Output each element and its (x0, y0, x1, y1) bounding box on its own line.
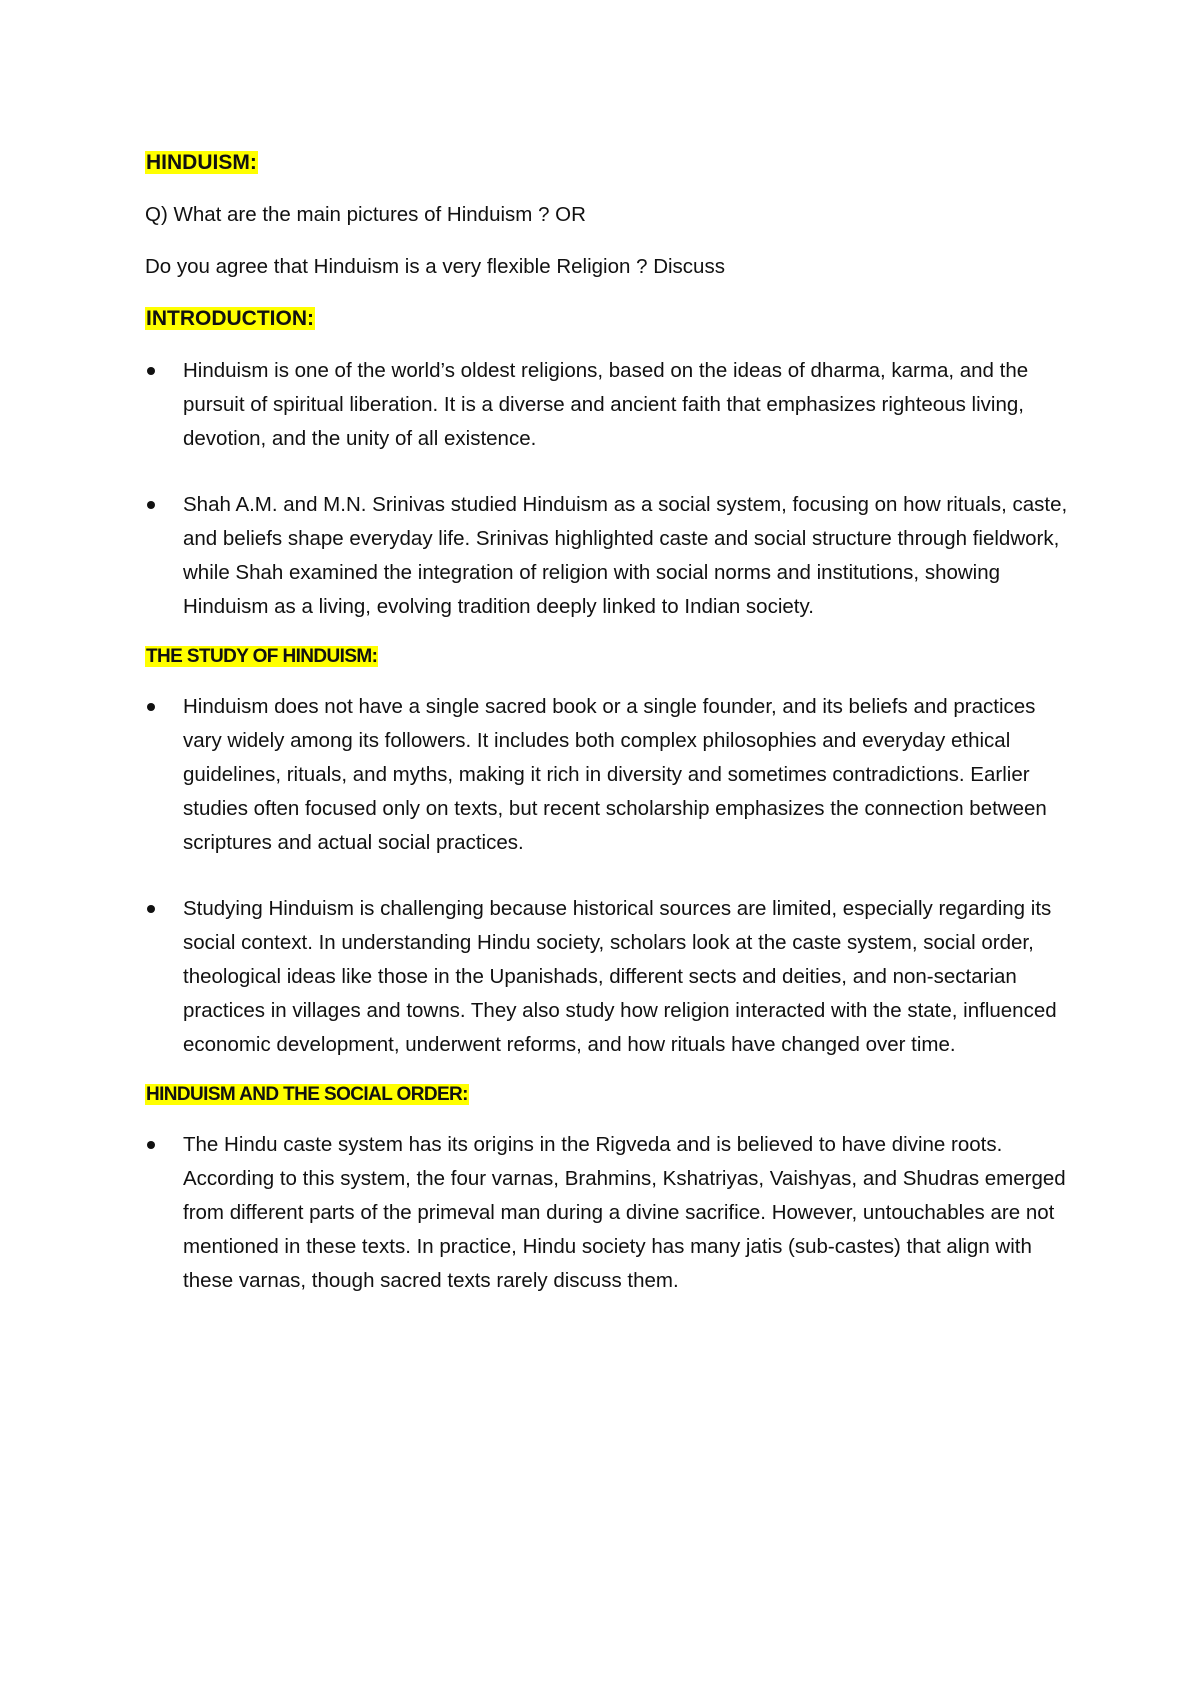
section-heading-text: INTRODUCTION: (146, 307, 314, 330)
bullet-icon (147, 1141, 155, 1149)
section-bullet-list (145, 1128, 1075, 1298)
section-bullet-list (145, 690, 1075, 1062)
list-item (145, 488, 1075, 624)
section-heading-study-of-hinduism (145, 642, 1075, 672)
bullet-icon (147, 703, 155, 711)
bullet-text: Shah A.M. and M.N. Srinivas studied Hinduism as a social system, focusing on how rituals, caste, and beliefs shape everyday life. Srinivas highlighted caste and social structure through fieldwork, while Shah examined the integration of religion with social norms and institutions, showing Hinduism as a living, evolving tradition deeply linked to Indian society. (183, 493, 1068, 618)
section-heading-social-order (145, 1080, 1075, 1110)
section-bullet-list (145, 354, 1075, 624)
section-heading-introduction (145, 304, 1075, 334)
list-item (145, 354, 1075, 456)
list-item (145, 892, 1075, 1062)
bullet-text: Studying Hinduism is challenging because historical sources are limited, especially regarding its social context. In understanding Hindu society, scholars look at the caste system, social order, theological ideas like those in the Upanishads, different sects and deities, and non-sectarian practices in villages and towns. They also study how religion interacted with the state, influenced economic development, underwent reforms, and how rituals have changed over time. (183, 897, 1057, 1056)
list-item (145, 1128, 1075, 1298)
bullet-text: The Hindu caste system has its origins in the Rigveda and is believed to have divine roots. According to this system, the four varnas, Brahmins, Kshatriyas, Vaishyas, and Shudras emerged from different parts of the primeval man during a divine sacrifice. However, untouchables are not mentioned in these texts. In practice, Hindu society has many jatis (sub-castes) that align with these varnas, though sacred texts rarely discuss them. (183, 1133, 1066, 1292)
question-line-1: Q) What are the main pictures of Hinduism ? OR (145, 203, 586, 226)
document-title: HINDUISM: (146, 151, 257, 174)
question-line-2: Do you agree that Hinduism is a very flexible Religion ? Discuss (145, 255, 725, 278)
list-item (145, 690, 1075, 860)
bullet-icon (147, 367, 155, 375)
document-title-line (145, 148, 1075, 178)
section-heading-text: THE STUDY OF HINDUISM: (146, 646, 378, 667)
bullet-icon (147, 501, 155, 509)
bullet-icon (147, 905, 155, 913)
section-heading-text: HINDUISM AND THE SOCIAL ORDER: (146, 1084, 468, 1105)
document-page (145, 148, 1075, 1316)
bullet-text: Hinduism is one of the world’s oldest religions, based on the ideas of dharma, karma, and the pursuit of spiritual liberation. It is a diverse and ancient faith that emphasizes righteous living, devotion, and the unity of all existence. (183, 359, 1029, 450)
bullet-text: Hinduism does not have a single sacred book or a single founder, and its beliefs and practices vary widely among its followers. It includes both complex philosophies and everyday ethical guidelines, rituals, and myths, making it rich in diversity and sometimes contradictions. Earlier studies often focused only on texts, but recent scholarship emphasizes the connection between scriptures and actual social practices. (183, 695, 1047, 854)
